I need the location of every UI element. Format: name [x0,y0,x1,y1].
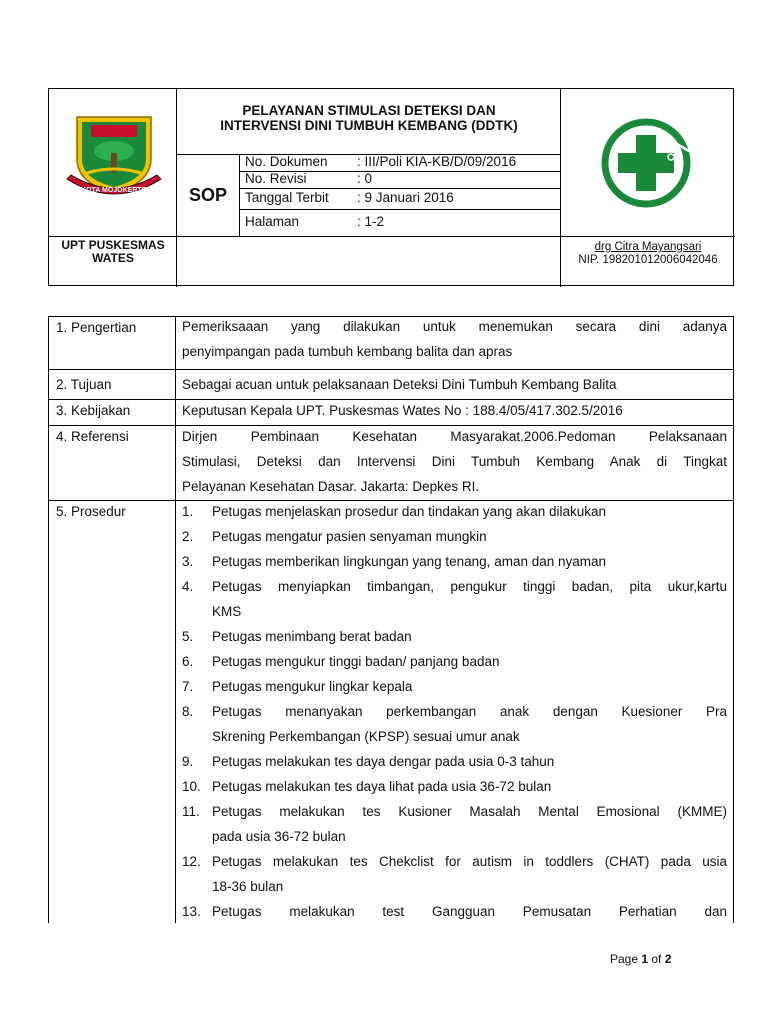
procedure-step: 6. Petugas mengukur tinggi badan/ panjang badan [182,654,500,669]
section-text-pengertian: Pemeriksaaan yang dilakukan untuk menemukan secara dini adanya penyimpangan pada tumbuh kembang balita dan apras [182,319,727,359]
procedure-step: 10. Petugas melakukan tes daya lihat pada usia 36-72 bulan [182,779,552,794]
procedure-step: 13. Petugas melakukan test Gangguan Pemusatan Perhatian dan [182,904,727,919]
procedure-step: 9. Petugas melakukan tes daya dengar pada usia 0-3 tahun [182,754,555,769]
procedure-step: 12. Petugas melakukan tes Chekclist for autism in toddlers (CHAT) pada usia 18-36 bulan [182,854,727,894]
procedure-step: 8. Petugas menanyakan perkembangan anak dengan Kuesioner Pra Skrening Perkembangan (KPSP) sesuai umur anak [182,704,727,744]
procedure-step: 7. Petugas mengukur lingkar kepala [182,679,413,694]
section-label-referensi: 4. Referensi [56,429,129,444]
signer-nip: NIP. 198201012006042046 [578,254,718,266]
procedure-list [182,499,727,924]
procedure-step: 5. Petugas menimbang berat badan [182,629,412,644]
procedure-step: 3. Petugas memberikan lingkungan yang tenang, aman dan nyaman [182,554,607,569]
section-label-pengertian: 1. Pengertian [56,320,137,335]
procedure-step: 1. Petugas menjelaskan prosedur dan tindakan yang akan dilakukan [182,504,607,519]
procedure-step: 2. Petugas mengatur pasien senyaman mungkin [182,529,487,544]
section-label-prosedur: 5. Prosedur [56,504,126,519]
unit-name: UPT PUSKESMAS WATES [61,238,165,265]
crest-ribbon-text: KOTA MOJOKERTO [81,187,147,194]
sop-label: SOP [188,184,227,205]
sop-content-table [48,316,734,923]
puskesmas-logo [601,113,691,213]
municipal-crest-logo [61,113,167,203]
signature-block [561,241,735,267]
document-title: PELAYANAN STIMULASI DETEKSI DAN INTERVENSI DINI TUMBUH KEMBANG (DDTK) [220,103,518,133]
section-text-kebijakan: Keputusan Kepala UPT. Puskesmas Wates No : 188.4/05/417.302.5/2016 [182,403,623,418]
page-number: Page 1 of 2 [610,952,672,966]
procedure-step: 4. Petugas menyiapkan timbangan, pengukur tinggi badan, pita ukur,kartu KMS [182,579,727,619]
section-text-referensi: Dirjen Pembinaan Kesehatan Masyarakat.2006.Pedoman Pelaksanaan Stimulasi, Deteksi dan Intervensi Dini Tumbuh Kembang Anak di Tingkat Pelayanan Kesehatan Dasar. Jakarta: Depkes RI. [182,429,727,494]
section-text-tujuan: Sebagai acuan untuk pelaksanaan Deteksi Dini Tumbuh Kembang Balita [182,377,617,392]
sop-header-table: KOTA MOJOKERTO PELAYANAN STIMULASI DETEKSI DAN INTERVENSI DINI TUMBUH KEMBANG (DDTK) SOP No. Dokumen : III/Poli KIA-KB/D/09/2016 No. Revisi : 0 Tanggal Terbit : 9 Januari 2016 Halaman : 1-2 UPT PUSKESMAS WATES drg Citra Mayangsari NIP. 198201012006042046 [48,88,734,286]
signer-name: drg Citra Mayangsari [594,241,702,253]
section-label-kebijakan: 3. Kebijakan [56,403,131,418]
procedure-step: 11. Petugas melakukan tes Kusioner Masalah Mental Emosional (KMME) pada usia 36-72 bulan [182,804,727,844]
section-label-tujuan: 2. Tujuan [56,377,112,392]
